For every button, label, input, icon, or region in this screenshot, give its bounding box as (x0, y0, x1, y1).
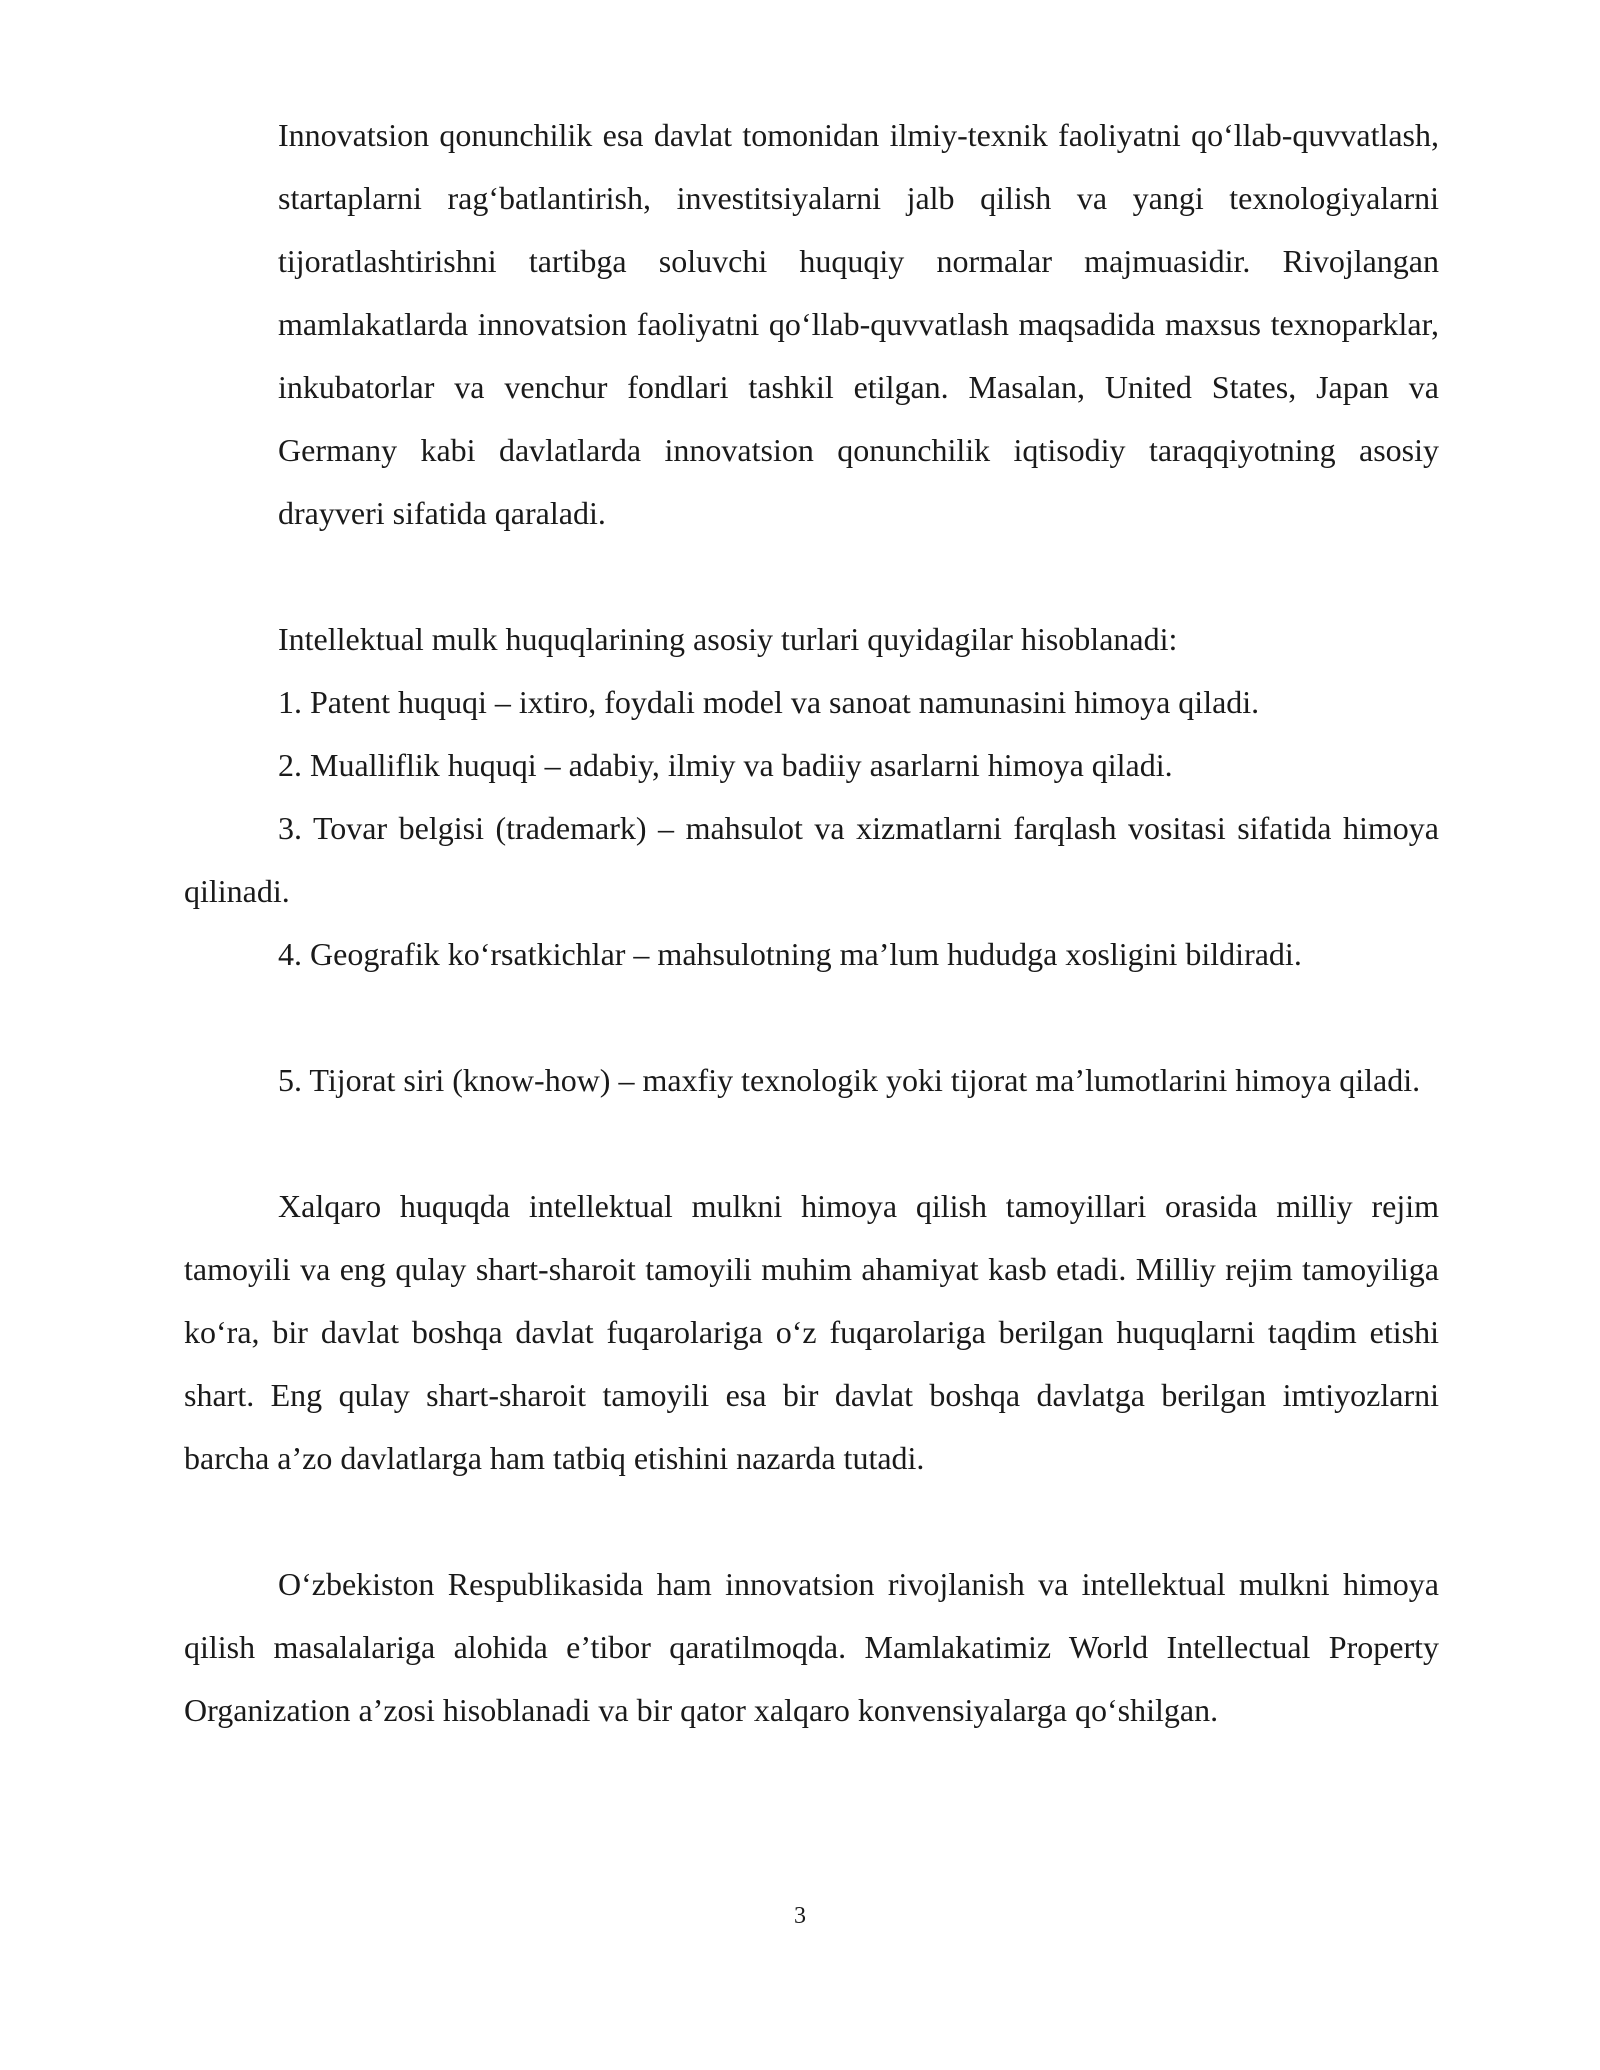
page-number: 3 (794, 1903, 806, 1929)
body-paragraph (278, 608, 1439, 671)
body-paragraph (278, 104, 1439, 545)
paragraph-innovation-law: Innovatsion qonunchilik esa davlat tomonidan ilmiy-texnik faoliyatni qo‘llab-quvvatlash, startaplarni rag‘batlantirish, investitsiyalarni jalb qilish va yangi texnologiyalarni tijoratlashtirishni tartibga soluvchi huquqiy normalar majmuasidir. Rivojlangan mamlakatlarda innovatsion faoliyatni qo‘llab-quvvatlash maqsadida maxsus texnoparklar, inkubatorlar va venchur fondlari tashkil etilgan. Masalan, United States, Japan va Germany kabi davlatlarda innovatsion qonunchilik iqtisodiy taraqqiyotning asosiy drayveri sifatida qaraladi. (278, 117, 1439, 531)
paragraph-uzbekistan: O‘zbekiston Respublikasida ham innovatsion rivojlanish va intellektual mulkni himoya qilish masalalariga alohida e’tibor qaratilmoqda. Mamlakatimiz World Intellectual Property Organization a’zosi hisoblanadi va bir qator xalqaro konvensiyalarga qo‘shilgan. (184, 1566, 1439, 1728)
body-paragraph (184, 1553, 1439, 1742)
list-item (278, 671, 1439, 734)
list-item (184, 797, 1439, 923)
list-item (184, 1049, 1439, 1112)
list-item (184, 923, 1439, 986)
list-item (278, 734, 1439, 797)
list-item-trademark: 3. Tovar belgisi (trademark) – mahsulot va xizmatlarni farqlash vositasi sifatida himoya qilinadi. (184, 810, 1439, 909)
paragraph-ip-types-intro: Intellektual mulk huquqlarining asosiy turlari quyidagilar hisoblanadi: (278, 621, 1178, 657)
list-item-geographic: 4. Geografik ko‘rsatkichlar – mahsulotning ma’lum hududga xosligini bildiradi. (278, 936, 1302, 972)
paragraph-international-law: Xalqaro huquqda intellektual mulkni himoya qilish tamoyillari orasida milliy rejim tamoyili va eng qulay shart-sharoit tamoyili muhim ahamiyat kasb etadi. Milliy rejim tamoyiliga ko‘ra, bir davlat boshqa davlat fuqarolariga o‘z fuqarolariga berilgan huquqlarni taqdim etishi shart. Eng qulay shart-sharoit tamoyili esa bir davlat boshqa davlatga berilgan imtiyozlarni barcha a’zo davlatlarga ham tatbiq etishini nazarda tutadi. (184, 1188, 1439, 1476)
list-item-trade-secret: 5. Tijorat siri (know-how) – maxfiy texnologik yoki tijorat ma’lumotlarini himoya qiladi. (278, 1062, 1421, 1098)
body-paragraph (184, 1175, 1439, 1490)
list-item-patent: 1. Patent huquqi – ixtiro, foydali model va sanoat namunasini himoya qiladi. (278, 684, 1260, 720)
list-item-copyright: 2. Mualliflik huquqi – adabiy, ilmiy va badiiy asarlarni himoya qiladi. (278, 747, 1173, 783)
